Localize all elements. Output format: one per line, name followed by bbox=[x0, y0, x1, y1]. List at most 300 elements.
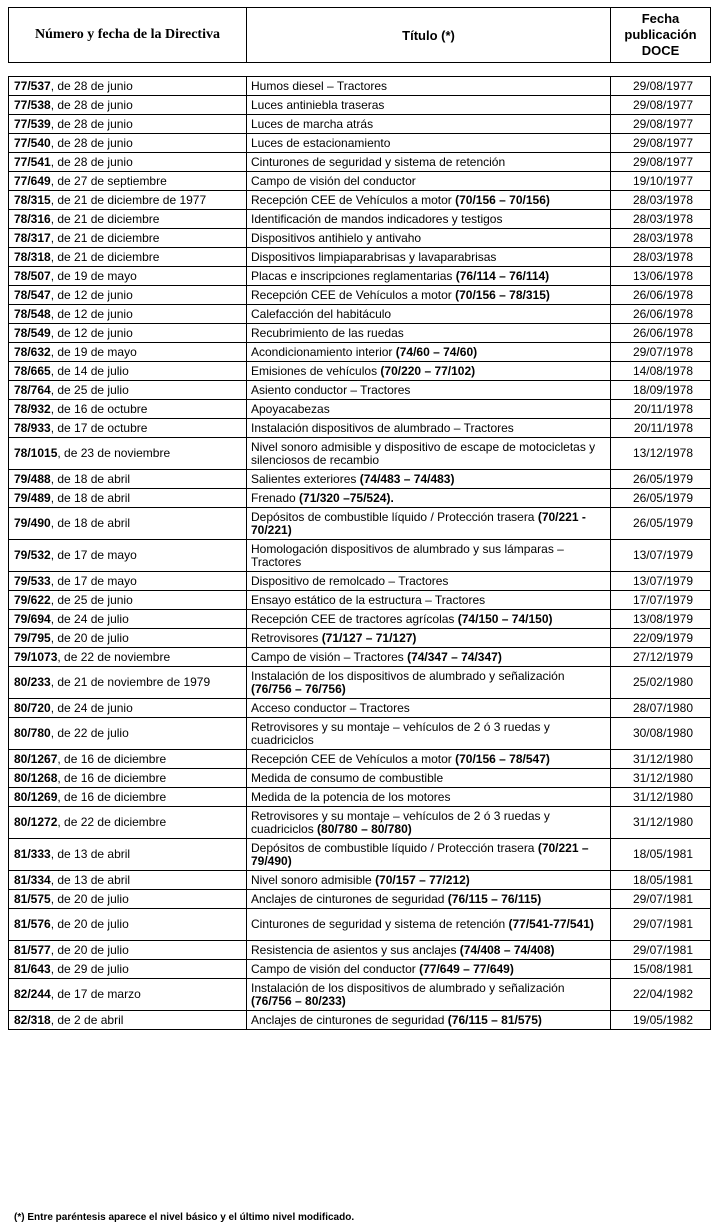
directive-number: 80/1272 bbox=[14, 815, 58, 829]
title-cell bbox=[247, 77, 611, 96]
publication-date: 26/05/1979 bbox=[611, 489, 711, 508]
title-cell bbox=[247, 909, 611, 941]
publication-date: 29/07/1981 bbox=[611, 890, 711, 909]
table-row bbox=[9, 419, 711, 438]
directive-cell bbox=[9, 153, 247, 172]
directive-date: , de 29 de julio bbox=[50, 961, 129, 976]
table-row bbox=[9, 381, 711, 400]
publication-date: 27/12/1979 bbox=[611, 648, 711, 667]
table-row bbox=[9, 153, 711, 172]
title-cell bbox=[247, 890, 611, 909]
directive-title: Retrovisores y su montaje – vehículos de 2 ó 3 ruedas y cuadriciclos bbox=[251, 719, 550, 747]
directive-title: Dispositivos limpiaparabrisas y lavaparabrisas bbox=[251, 249, 497, 264]
directive-date: , de 22 de julio bbox=[50, 726, 129, 740]
directive-title: Apoyacabezas bbox=[251, 401, 330, 416]
directive-number: 82/318 bbox=[14, 1012, 51, 1027]
table-row bbox=[9, 750, 711, 769]
directive-title: Salientes exteriores bbox=[251, 471, 360, 486]
directive-title: Emisiones de vehículos bbox=[251, 363, 381, 378]
directive-cell bbox=[9, 343, 247, 362]
directive-cell bbox=[9, 438, 247, 470]
directive-cell bbox=[9, 909, 247, 941]
title-cell bbox=[247, 960, 611, 979]
directive-number: 78/1015 bbox=[14, 446, 58, 460]
directive-title: Nivel sonoro admisible y dispositivo de escape de motocicletas y silenciosos de recambio bbox=[251, 439, 596, 467]
table-row bbox=[9, 540, 711, 572]
directive-title: Anclajes de cinturones de seguridad bbox=[251, 1012, 448, 1027]
title-cell bbox=[247, 591, 611, 610]
publication-date: 22/04/1982 bbox=[611, 979, 711, 1011]
directives-table bbox=[8, 76, 711, 1030]
directive-number: 77/540 bbox=[14, 135, 51, 150]
table-row bbox=[9, 191, 711, 210]
directive-date: , de 27 de septiembre bbox=[50, 173, 167, 188]
publication-date: 29/08/1977 bbox=[611, 134, 711, 153]
directive-number: 80/1267 bbox=[14, 751, 58, 766]
directive-cell bbox=[9, 648, 247, 667]
directive-title: Dispositivo de remolcado – Tractores bbox=[251, 573, 449, 588]
table-row bbox=[9, 572, 711, 591]
directive-reference: (70/221 – 79/490) bbox=[251, 840, 589, 868]
publication-date: 20/11/1978 bbox=[611, 419, 711, 438]
directive-number: 78/318 bbox=[14, 249, 51, 264]
table-row bbox=[9, 941, 711, 960]
directive-cell bbox=[9, 750, 247, 769]
publication-date: 28/03/1978 bbox=[611, 191, 711, 210]
directive-reference: (76/115 – 81/575) bbox=[447, 1012, 542, 1027]
directive-date: , de 16 de diciembre bbox=[57, 789, 167, 804]
directive-date: , de 16 de diciembre bbox=[57, 751, 167, 766]
directive-number: 81/333 bbox=[14, 847, 51, 861]
title-cell bbox=[247, 438, 611, 470]
table-row bbox=[9, 890, 711, 909]
directive-cell bbox=[9, 979, 247, 1011]
directive-title: Recubrimiento de las ruedas bbox=[251, 325, 404, 340]
directive-title: Retrovisores bbox=[251, 630, 322, 645]
directive-title: Recepción CEE de Vehículos a motor bbox=[251, 751, 456, 766]
directive-number: 80/720 bbox=[14, 700, 51, 715]
table-row bbox=[9, 96, 711, 115]
table-row bbox=[9, 248, 711, 267]
table-row bbox=[9, 769, 711, 788]
directive-date: , de 25 de julio bbox=[50, 382, 129, 397]
directive-number: 78/317 bbox=[14, 230, 51, 245]
table-row bbox=[9, 267, 711, 286]
directive-number: 80/1269 bbox=[14, 789, 58, 804]
header-publication-line: Fecha bbox=[641, 11, 680, 26]
directive-cell bbox=[9, 769, 247, 788]
table-row bbox=[9, 960, 711, 979]
directive-number: 81/576 bbox=[14, 917, 51, 931]
table-row bbox=[9, 508, 711, 540]
table-row bbox=[9, 400, 711, 419]
table-row bbox=[9, 489, 711, 508]
directive-number: 80/233 bbox=[14, 675, 51, 689]
title-cell bbox=[247, 400, 611, 419]
publication-date: 26/06/1978 bbox=[611, 286, 711, 305]
directive-cell bbox=[9, 210, 247, 229]
directive-reference: (74/483 – 74/483) bbox=[359, 471, 455, 486]
directive-number: 77/539 bbox=[14, 116, 51, 131]
directive-cell bbox=[9, 807, 247, 839]
directive-cell bbox=[9, 96, 247, 115]
publication-date: 17/07/1979 bbox=[611, 591, 711, 610]
title-cell bbox=[247, 210, 611, 229]
table-row bbox=[9, 438, 711, 470]
directive-cell bbox=[9, 267, 247, 286]
directive-date: , de 21 de diciembre bbox=[50, 230, 160, 245]
table-row bbox=[9, 629, 711, 648]
directive-date: , de 28 de junio bbox=[50, 135, 133, 150]
table-row bbox=[9, 699, 711, 718]
directive-reference: (74/150 – 74/150) bbox=[457, 611, 553, 626]
directive-cell bbox=[9, 667, 247, 699]
table-row bbox=[9, 718, 711, 750]
directive-number: 78/316 bbox=[14, 211, 51, 226]
directive-reference: (70/156 – 78/315) bbox=[455, 287, 550, 302]
publication-date: 29/08/1977 bbox=[611, 115, 711, 134]
directive-title: Humos diesel – Tractores bbox=[251, 78, 388, 93]
directive-cell bbox=[9, 572, 247, 591]
title-cell bbox=[247, 305, 611, 324]
directive-reference: (76/115 – 76/115) bbox=[447, 891, 542, 906]
title-cell bbox=[247, 699, 611, 718]
header-publication-line: DOCE bbox=[641, 43, 680, 58]
directive-date: , de 28 de junio bbox=[50, 154, 133, 169]
directive-number: 79/490 bbox=[14, 516, 51, 530]
directive-cell bbox=[9, 248, 247, 267]
directive-cell bbox=[9, 229, 247, 248]
directive-number: 78/547 bbox=[14, 287, 51, 302]
title-cell bbox=[247, 286, 611, 305]
publication-date: 29/07/1981 bbox=[611, 909, 711, 941]
publication-date: 19/05/1982 bbox=[611, 1011, 711, 1030]
directive-reference: (76/114 – 76/114) bbox=[455, 268, 550, 283]
directive-number: 82/244 bbox=[14, 987, 51, 1001]
table-row bbox=[9, 362, 711, 381]
directive-cell bbox=[9, 419, 247, 438]
directive-number: 78/315 bbox=[14, 192, 51, 207]
directive-title: Campo de visión del conductor bbox=[251, 961, 420, 976]
title-cell bbox=[247, 839, 611, 871]
directive-date: , de 16 de diciembre bbox=[57, 770, 167, 785]
directive-cell bbox=[9, 381, 247, 400]
directive-date: , de 12 de junio bbox=[50, 325, 133, 340]
directive-number: 79/489 bbox=[14, 490, 51, 505]
directive-reference: (77/649 – 77/649) bbox=[419, 961, 514, 976]
directive-cell bbox=[9, 540, 247, 572]
directive-reference: (76/756 – 80/233) bbox=[251, 993, 346, 1008]
directive-title: Depósitos de combustible líquido / Protección trasera bbox=[251, 840, 538, 855]
publication-date: 26/06/1978 bbox=[611, 305, 711, 324]
directive-cell bbox=[9, 470, 247, 489]
directive-number: 77/541 bbox=[14, 154, 51, 169]
table-row bbox=[9, 229, 711, 248]
directive-title: Instalación de los dispositivos de alumbrado y señalización bbox=[251, 668, 565, 683]
directive-cell bbox=[9, 699, 247, 718]
directive-cell bbox=[9, 839, 247, 871]
directive-number: 81/575 bbox=[14, 891, 51, 906]
table-row bbox=[9, 115, 711, 134]
directive-cell bbox=[9, 610, 247, 629]
publication-date: 29/08/1977 bbox=[611, 153, 711, 172]
directive-reference: (70/156 – 78/547) bbox=[455, 751, 550, 766]
directive-title: Retrovisores y su montaje – vehículos de 2 ó 3 ruedas y cuadriciclos bbox=[251, 808, 550, 836]
directive-title: Luces de marcha atrás bbox=[251, 116, 374, 131]
directive-cell bbox=[9, 286, 247, 305]
table-row bbox=[9, 470, 711, 489]
publication-date: 29/07/1981 bbox=[611, 941, 711, 960]
directive-reference: (80/780 – 80/780) bbox=[317, 821, 412, 836]
directive-cell bbox=[9, 508, 247, 540]
directive-date: , de 13 de abril bbox=[50, 872, 131, 887]
directive-number: 79/694 bbox=[14, 611, 51, 626]
directive-number: 77/538 bbox=[14, 97, 51, 112]
directive-date: , de 22 de diciembre bbox=[57, 815, 167, 829]
directive-cell bbox=[9, 890, 247, 909]
directive-number: 78/632 bbox=[14, 344, 51, 359]
publication-date: 26/06/1978 bbox=[611, 324, 711, 343]
directive-date: , de 21 de noviembre de 1979 bbox=[50, 675, 211, 689]
publication-date: 13/06/1978 bbox=[611, 267, 711, 286]
title-cell bbox=[247, 489, 611, 508]
directive-title: Instalación de los dispositivos de alumbrado y señalización bbox=[251, 980, 565, 995]
directive-title: Identificación de mandos indicadores y testigos bbox=[251, 211, 503, 226]
directive-date: , de 28 de junio bbox=[50, 116, 133, 131]
directive-number: 80/780 bbox=[14, 726, 51, 740]
directive-date: , de 22 de noviembre bbox=[57, 649, 171, 664]
publication-date: 29/08/1977 bbox=[611, 96, 711, 115]
directive-number: 80/1268 bbox=[14, 770, 58, 785]
directive-reference: (74/408 – 74/408) bbox=[459, 942, 555, 957]
title-cell bbox=[247, 718, 611, 750]
directive-title: Campo de visión del conductor bbox=[251, 173, 416, 188]
directive-number: 79/622 bbox=[14, 592, 51, 607]
directive-title: Dispositivos antihielo y antivaho bbox=[251, 230, 422, 245]
title-cell bbox=[247, 248, 611, 267]
publication-date: 20/11/1978 bbox=[611, 400, 711, 419]
publication-date: 18/05/1981 bbox=[611, 871, 711, 890]
directive-number: 78/932 bbox=[14, 401, 51, 416]
directive-date: , de 20 de julio bbox=[50, 630, 129, 645]
title-cell bbox=[247, 750, 611, 769]
title-cell bbox=[247, 419, 611, 438]
publication-date: 28/03/1978 bbox=[611, 248, 711, 267]
table-row bbox=[9, 1011, 711, 1030]
table-row bbox=[9, 610, 711, 629]
directive-date: , de 18 de abril bbox=[50, 490, 131, 505]
title-cell bbox=[247, 610, 611, 629]
title-cell bbox=[247, 343, 611, 362]
publication-date: 28/03/1978 bbox=[611, 229, 711, 248]
title-cell bbox=[247, 667, 611, 699]
directive-cell bbox=[9, 1011, 247, 1030]
directive-cell bbox=[9, 305, 247, 324]
title-cell bbox=[247, 788, 611, 807]
directive-cell bbox=[9, 324, 247, 343]
directive-date: , de 17 de octubre bbox=[50, 420, 148, 435]
directive-cell bbox=[9, 134, 247, 153]
directive-title: Luces de estacionamiento bbox=[251, 135, 391, 150]
directive-title: Recepción CEE de Vehículos a motor bbox=[251, 287, 456, 302]
header-directive: Número y fecha de la Directiva bbox=[9, 8, 247, 63]
publication-date: 25/02/1980 bbox=[611, 667, 711, 699]
title-cell bbox=[247, 470, 611, 489]
directive-cell bbox=[9, 400, 247, 419]
table-row bbox=[9, 172, 711, 191]
directive-date: , de 16 de octubre bbox=[50, 401, 148, 416]
directive-date: , de 20 de julio bbox=[50, 942, 129, 957]
directive-reference: (74/347 – 74/347) bbox=[407, 649, 502, 664]
table-row bbox=[9, 591, 711, 610]
directive-reference: (70/221 - 70/221) bbox=[251, 509, 586, 537]
publication-date: 26/05/1979 bbox=[611, 508, 711, 540]
table-row bbox=[9, 343, 711, 362]
directive-date: , de 19 de mayo bbox=[50, 268, 137, 283]
directive-date: , de 20 de julio bbox=[50, 917, 129, 931]
directive-date: , de 21 de diciembre bbox=[50, 211, 160, 226]
directive-date: , de 20 de julio bbox=[50, 891, 129, 906]
directive-cell bbox=[9, 629, 247, 648]
directive-number: 78/507 bbox=[14, 268, 51, 283]
directive-number: 77/649 bbox=[14, 173, 51, 188]
table-row bbox=[9, 648, 711, 667]
table-row bbox=[9, 788, 711, 807]
title-cell bbox=[247, 267, 611, 286]
directive-number: 79/532 bbox=[14, 548, 51, 562]
directive-title: Acceso conductor – Tractores bbox=[251, 700, 410, 715]
title-cell bbox=[247, 871, 611, 890]
directive-cell bbox=[9, 362, 247, 381]
table-row bbox=[9, 871, 711, 890]
directive-date: , de 28 de junio bbox=[50, 97, 133, 112]
directive-date: , de 17 de marzo bbox=[50, 987, 141, 1001]
publication-date: 26/05/1979 bbox=[611, 470, 711, 489]
directive-title: Medida de consumo de combustible bbox=[251, 770, 444, 785]
publication-date: 19/10/1977 bbox=[611, 172, 711, 191]
footnote: (*) Entre paréntesis aparece el nivel básico y el último nivel modificado. bbox=[14, 1212, 355, 1223]
publication-date: 15/08/1981 bbox=[611, 960, 711, 979]
table-row bbox=[9, 839, 711, 871]
directive-title: Acondicionamiento interior bbox=[251, 344, 396, 359]
directive-reference: (77/541-77/541) bbox=[508, 917, 594, 931]
publication-date: 13/07/1979 bbox=[611, 540, 711, 572]
directive-title: Placas e inscripciones reglamentarias bbox=[251, 268, 456, 283]
directive-reference: (74/60 – 74/60) bbox=[395, 344, 478, 359]
directive-number: 78/548 bbox=[14, 306, 51, 321]
directive-title: Campo de visión – Tractores bbox=[251, 649, 408, 664]
header-title: Título (*) bbox=[247, 8, 611, 63]
publication-date: 14/08/1978 bbox=[611, 362, 711, 381]
table-row bbox=[9, 979, 711, 1011]
directive-title: Cinturones de seguridad y sistema de retención bbox=[251, 154, 506, 169]
title-cell bbox=[247, 153, 611, 172]
directive-number: 79/488 bbox=[14, 471, 51, 486]
directive-date: , de 24 de junio bbox=[50, 700, 133, 715]
directive-date: , de 13 de abril bbox=[50, 847, 131, 861]
title-cell bbox=[247, 648, 611, 667]
directive-title: Asiento conductor – Tractores bbox=[251, 382, 411, 397]
directive-cell bbox=[9, 788, 247, 807]
directive-title: Medida de la potencia de los motores bbox=[251, 789, 451, 804]
table-row bbox=[9, 667, 711, 699]
title-cell bbox=[247, 540, 611, 572]
publication-date: 22/09/1979 bbox=[611, 629, 711, 648]
directive-cell bbox=[9, 489, 247, 508]
directive-date: , de 12 de junio bbox=[50, 287, 133, 302]
publication-date: 31/12/1980 bbox=[611, 750, 711, 769]
publication-date: 30/08/1980 bbox=[611, 718, 711, 750]
header-publication-line: publicación bbox=[624, 27, 697, 42]
directive-title: Calefacción del habitáculo bbox=[251, 306, 392, 321]
title-cell bbox=[247, 629, 611, 648]
directive-date: , de 23 de noviembre bbox=[57, 446, 171, 460]
directive-date: , de 14 de julio bbox=[50, 363, 129, 378]
directive-number: 77/537 bbox=[14, 78, 51, 93]
directive-reference: (70/157 – 77/212) bbox=[375, 872, 470, 887]
directive-date: , de 18 de abril bbox=[50, 471, 131, 486]
directive-reference: (71/320 –75/524). bbox=[299, 490, 394, 505]
directive-date: , de 21 de diciembre bbox=[50, 249, 160, 264]
directive-title: Recepción CEE de Vehículos a motor bbox=[251, 192, 456, 207]
directive-cell bbox=[9, 77, 247, 96]
table-row bbox=[9, 305, 711, 324]
publication-date: 29/08/1977 bbox=[611, 77, 711, 96]
table-row bbox=[9, 210, 711, 229]
publication-date: 18/05/1981 bbox=[611, 839, 711, 871]
directive-date: , de 2 de abril bbox=[50, 1012, 124, 1027]
table-row bbox=[9, 286, 711, 305]
directive-number: 79/533 bbox=[14, 573, 51, 588]
directive-title: Anclajes de cinturones de seguridad bbox=[251, 891, 448, 906]
table-row bbox=[9, 807, 711, 839]
directive-number: 81/334 bbox=[14, 872, 51, 887]
header-table bbox=[8, 7, 711, 63]
directive-reference: (76/756 – 76/756) bbox=[251, 681, 346, 696]
table-row bbox=[9, 324, 711, 343]
title-cell bbox=[247, 508, 611, 540]
title-cell bbox=[247, 572, 611, 591]
table-row bbox=[9, 909, 711, 941]
directive-date: , de 21 de diciembre de 1977 bbox=[50, 192, 207, 207]
directive-number: 81/643 bbox=[14, 961, 51, 976]
directive-date: , de 12 de junio bbox=[50, 306, 133, 321]
title-cell bbox=[247, 191, 611, 210]
title-cell bbox=[247, 362, 611, 381]
directive-cell bbox=[9, 960, 247, 979]
directive-reference: (70/220 – 77/102) bbox=[380, 363, 476, 378]
table-row bbox=[9, 134, 711, 153]
directive-title: Luces antiniebla traseras bbox=[251, 97, 385, 112]
directive-cell bbox=[9, 191, 247, 210]
directive-number: 78/665 bbox=[14, 363, 51, 378]
title-cell bbox=[247, 807, 611, 839]
directive-title: Cinturones de seguridad y sistema de retención bbox=[251, 917, 509, 931]
directive-date: , de 19 de mayo bbox=[50, 344, 137, 359]
directive-date: , de 17 de mayo bbox=[50, 548, 137, 562]
directive-title: Frenado bbox=[251, 490, 300, 505]
directive-date: , de 28 de junio bbox=[50, 78, 133, 93]
title-cell bbox=[247, 229, 611, 248]
directive-date: , de 18 de abril bbox=[50, 516, 131, 530]
directive-date: , de 25 de junio bbox=[50, 592, 133, 607]
title-cell bbox=[247, 979, 611, 1011]
publication-date: 28/03/1978 bbox=[611, 210, 711, 229]
publication-date: 31/12/1980 bbox=[611, 807, 711, 839]
directive-title: Depósitos de combustible líquido / Protección trasera bbox=[251, 509, 538, 524]
directive-cell bbox=[9, 172, 247, 191]
directive-cell bbox=[9, 871, 247, 890]
